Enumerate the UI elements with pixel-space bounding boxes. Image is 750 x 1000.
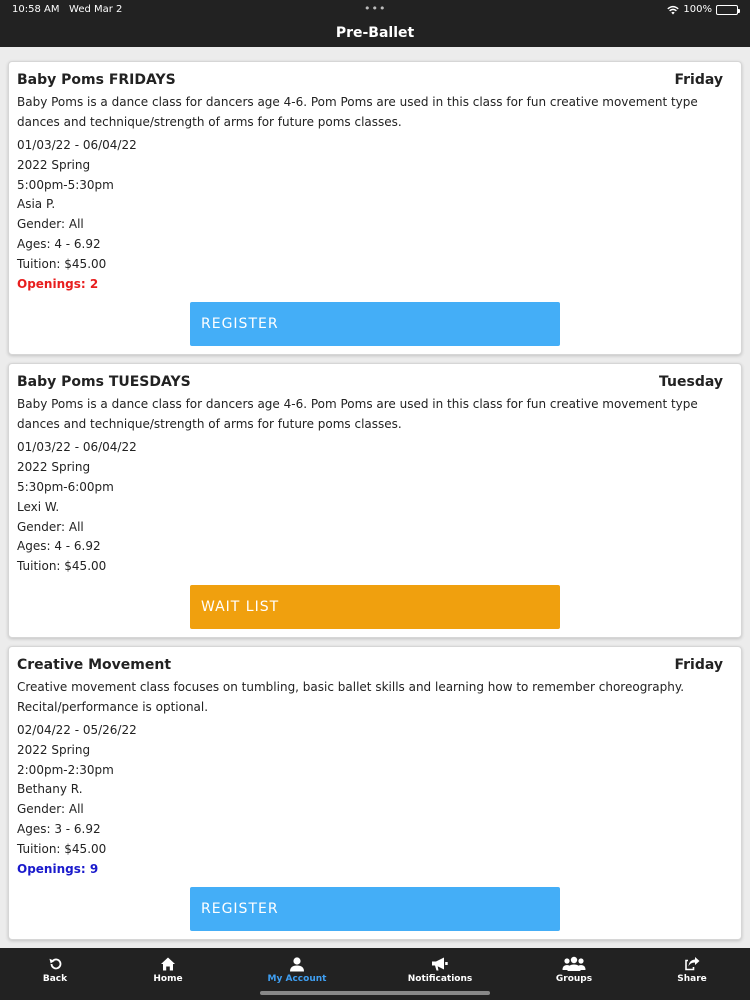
tab-label: Home <box>153 974 183 984</box>
groups-icon <box>562 956 586 972</box>
back-arrow-icon <box>47 956 63 972</box>
class-description: Creative movement class focuses on tumbling, basic ballet skills and learning how to remember choreography. Recital/performance is optional. <box>17 679 685 714</box>
class-dates: 02/04/22 - 05/26/22 <box>17 722 137 737</box>
tab-label: Groups <box>555 974 593 984</box>
tab-back[interactable] <box>10 956 100 984</box>
class-time: 5:00pm-5:30pm <box>17 177 114 192</box>
class-time: 2:00pm-2:30pm <box>17 762 114 777</box>
home-icon <box>160 956 176 972</box>
class-instructor: Asia P. <box>17 197 56 212</box>
tab-label: My Account <box>267 974 327 984</box>
register-button[interactable]: REGISTER <box>190 887 560 931</box>
tab-bar <box>0 948 750 1000</box>
class-description: Baby Poms is a dance class for dancers age 4-6. Pom Poms are used in this class for fun creative movement type dances and technique/strength of arms for future poms classes. <box>17 397 698 432</box>
class-name: Baby Poms TUESDAYS <box>17 374 191 391</box>
battery-icon <box>716 5 738 15</box>
user-icon <box>289 956 305 972</box>
multitasking-dots-icon[interactable]: ••• <box>364 2 387 15</box>
class-time: 5:30pm-6:00pm <box>17 479 114 494</box>
megaphone-icon <box>431 956 449 972</box>
class-ages: Ages: 4 - 6.92 <box>17 539 101 554</box>
status-right <box>667 4 738 15</box>
status-bar <box>0 0 750 20</box>
class-tuition: Tuition: $45.00 <box>17 256 107 271</box>
battery-percent: 100% <box>683 4 712 15</box>
class-tuition: Tuition: $45.00 <box>17 841 107 856</box>
tab-label: Notifications <box>407 974 473 984</box>
class-day: Friday <box>674 656 723 673</box>
class-session: 2022 Spring <box>17 460 91 475</box>
class-gender: Gender: All <box>17 519 84 534</box>
class-description: Baby Poms is a dance class for dancers age 4-6. Pom Poms are used in this class for fun creative movement type dances and technique/strength of arms for future poms classes. <box>17 95 698 129</box>
class-gender: Gender: All <box>17 802 84 817</box>
tab-my-account[interactable] <box>252 956 342 984</box>
status-time: 10:58 AM Wed Mar 2 <box>12 4 123 15</box>
class-day: Friday <box>674 72 723 88</box>
tab-notifications[interactable] <box>395 956 485 984</box>
class-list[interactable] <box>0 47 750 948</box>
class-day: Tuesday <box>659 374 723 391</box>
class-name: Baby Poms FRIDAYS <box>17 72 176 88</box>
class-openings: Openings: 9 <box>17 861 99 876</box>
tab-label: Back <box>42 974 68 984</box>
share-icon <box>684 956 700 972</box>
class-card <box>8 646 742 940</box>
class-dates: 01/03/22 - 06/04/22 <box>17 138 137 152</box>
page-title: Pre-Ballet <box>0 20 750 47</box>
class-ages: Ages: 3 - 6.92 <box>17 821 101 836</box>
class-dates: 01/03/22 - 06/04/22 <box>17 440 137 455</box>
class-instructor: Bethany R. <box>17 782 83 797</box>
class-gender: Gender: All <box>17 217 84 232</box>
tab-share[interactable] <box>647 956 737 984</box>
wait-list-button[interactable]: WAIT LIST <box>190 585 560 629</box>
wifi-icon <box>667 5 679 15</box>
register-button[interactable]: REGISTER <box>190 302 560 346</box>
tab-home[interactable] <box>123 956 213 984</box>
class-instructor: Lexi W. <box>17 499 60 514</box>
class-session: 2022 Spring <box>17 157 91 172</box>
tab-label: Share <box>677 974 707 984</box>
class-tuition: Tuition: $45.00 <box>17 559 107 574</box>
home-indicator[interactable] <box>260 991 490 995</box>
class-openings: Openings: 2 <box>17 276 99 291</box>
class-name: Creative Movement <box>17 656 172 673</box>
class-card <box>8 61 742 355</box>
class-card <box>8 363 742 638</box>
class-session: 2022 Spring <box>17 742 91 757</box>
tab-groups[interactable] <box>529 956 619 984</box>
class-ages: Ages: 4 - 6.92 <box>17 236 101 251</box>
